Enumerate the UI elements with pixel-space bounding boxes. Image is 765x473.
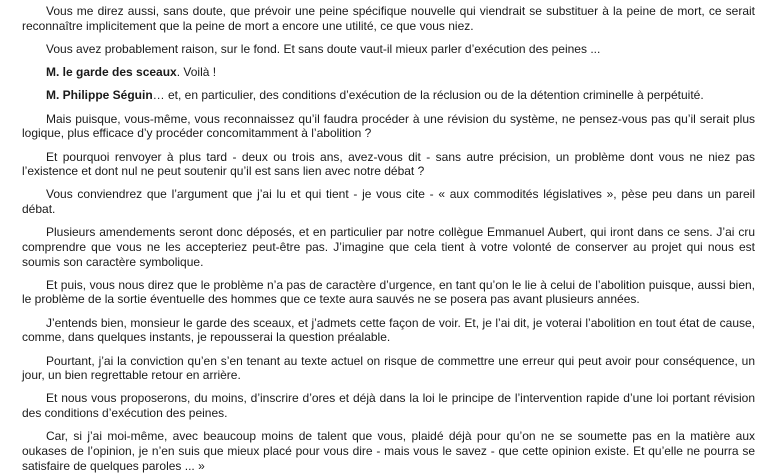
paragraph	[22, 354, 755, 383]
paragraph-text: … et, en particulier, des conditions d’exécution de la réclusion ou de la détention criminelle à perpétuité.	[152, 88, 704, 103]
paragraph-text: Et pourquoi renvoyer à plus tard - deux ou trois ans, avez-vous dit - sans autre précision, un problème dont vous ne niez pas l’existence et dont nul ne peut soutenir qu’il est sans lien avec notre débat ?	[22, 149, 755, 179]
paragraph	[22, 316, 755, 345]
paragraph-text: Vous me direz aussi, sans doute, que prévoir une peine spécifique nouvelle qui viendrait se substituer à la peine de mort, ce serait reconnaître implicitement que la peine de mort a encore une utilité, ce que vous niez.	[22, 4, 755, 33]
paragraph-text: Car, si j’ai moi-même, avec beaucoup moins de talent que vous, plaidé déjà pour qu’on ne se soumette pas en la matière aux oukases de l’opinion, je n’en suis que mieux placé pour vous dire - mais vous le savez - que cette opinion existe. Et qu’elle ne pourra se satisfaire de quelques paroles ... »	[22, 429, 755, 473]
paragraph-text: Mais puisque, vous-même, vous reconnaissez qu’il faudra procéder à une révision du système, ne pensez-vous pas qu’il serait plus logique, plus efficace d’y procéder concomitamment à l’abolition ?	[22, 111, 755, 141]
paragraph	[22, 225, 755, 269]
paragraph	[22, 42, 755, 57]
paragraph-text: Et nous vous proposerons, du moins, d’inscrire d’ores et déjà dans la loi le principe de l’intervention rapide d’une loi portant révision des conditions d’exécution des peines.	[22, 391, 755, 421]
paragraph	[22, 88, 755, 103]
paragraph-text: J’entends bien, monsieur le garde des sceaux, et j’admets cette façon de voir. Et, je l’ai dit, je voterai l’abolition en tout état de cause, comme, dans quelques instants, je repousserai la question préalable.	[22, 315, 755, 345]
paragraph	[22, 391, 755, 420]
paragraph-text: Et puis, vous nous direz que le problème n’a pas de caractère d’urgence, en tant qu’on le lie à celui de l’abolition puisque, aussi bien, le problème de la sortie éventuelle des hommes que ce texte aura sauvés ne se posera pas avant plusieurs années.	[22, 277, 755, 307]
paragraph	[22, 4, 755, 33]
paragraph	[22, 429, 755, 473]
paragraph	[22, 112, 755, 141]
paragraph-text: Vous conviendrez que l’argument que j’ai lu et qui tient - je vous cite - « aux commodités législatives », pèse peu dans un pareil débat.	[22, 187, 755, 217]
paragraph-text: Pourtant, j’ai la conviction qu’en s’en tenant au texte actuel on risque de commettre une erreur qui peut avoir pour conséquence, un jour, un bien regrettable retour en arrière.	[22, 353, 755, 383]
speaker-name: M. Philippe Séguin	[46, 88, 153, 103]
speaker-name: M. le garde des sceaux	[46, 65, 177, 80]
paragraph	[22, 150, 755, 179]
paragraph	[22, 187, 755, 216]
paragraph-text: . Voilà !	[176, 65, 217, 80]
paragraph	[22, 278, 755, 307]
paragraph-text: Plusieurs amendements seront donc déposés, et en particulier par notre collègue Emmanuel Aubert, qui iront dans ce sens. J’ai cru comprendre que vous ne les accepteriez peut-être pas. J’imagine que cela tient à votre volonté de conserver au projet qui nous est soumis son caractère symbolique.	[22, 225, 755, 269]
paragraph-text: Vous avez probablement raison, sur le fond. Et sans doute vaut-il mieux parler d’exécution des peines ...	[46, 41, 601, 56]
paragraph	[22, 65, 755, 80]
